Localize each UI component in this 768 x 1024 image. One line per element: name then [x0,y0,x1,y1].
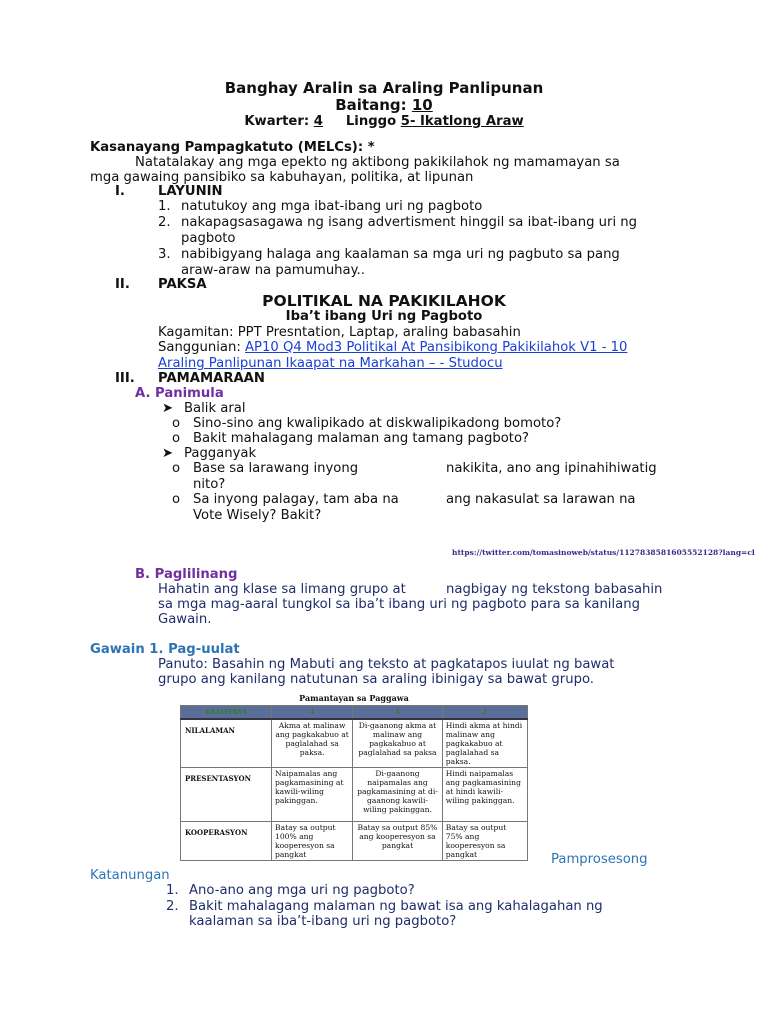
objective-2-num: 2. [158,215,171,230]
activity-title: Gawain 1. Pag-uulat [90,642,240,657]
rubric-table [180,705,528,861]
arrow-bullet-icon: ➤ [162,401,174,416]
section-numeral-3: III. [115,371,135,386]
objective-1-num: 1. [158,199,171,214]
page-title: Banghay Aralin sa Araling Panlipunan [224,79,544,97]
grade-line [0,96,768,115]
part-b-line-1b: nagbigay ng tekstong babasahin [446,582,663,597]
motivation-question-1b: nakikita, ano ang ipinahihiwatig [446,461,657,476]
question-2-line-2: kaalaman sa iba’t-ibang uri ng pagboto? [189,914,457,929]
motivation-label: Pagganyak [184,446,257,461]
rubric-header-score-4: 4 [272,706,353,720]
quarter-week-line [0,114,768,130]
objective-3-num: 3. [158,247,171,262]
quarter-value: 4 [313,114,323,129]
objective-3-line-2: araw-araw na pamumuhay.. [181,263,365,278]
rubric-cell: Di-gaanong akma at malinaw ang pagkakabuo at paglalahad sa paksa [353,719,443,768]
references-line-1 [158,340,627,356]
reference-link-continued[interactable]: Araling Panlipunan Ikaapat na Markahan – - Studocu [158,356,503,371]
part-b-line-3: Gawain. [158,612,212,627]
question-2-num: 2. [166,899,179,914]
part-b-line-2: sa mga mag-aaral tungkol sa iba’t ibang uri ng pagboto para sa kanilang [158,597,640,612]
question-1-num: 1. [166,883,179,898]
review-label: Balik aral [184,401,246,416]
rubric-cell: Batay sa output 75% ang kooperesyon sa pangkat [442,822,527,861]
table-row [181,719,528,768]
section-numeral-1: I. [115,184,125,199]
motivation-question-2c: Vote Wisely? Bakit? [193,508,322,523]
activity-instructions-1: Panuto: Basahin ng Mabuti ang teksto at pagkatapos iuulat ng bawat [158,657,615,672]
questions-label-right: Pamprosesong [551,852,648,867]
rubric-cell: Hindi naipamalas ang pagkamasining at hindi kawili-wiling pakinggan. [442,768,527,822]
part-b-line-1a: Hahatin ang klase sa limang grupo at [158,582,406,597]
circle-bullet-icon: o [172,461,181,476]
melcs-label: Kasanayang Pampagkatuto (MELCs): * [90,140,375,155]
circle-bullet-icon: o [172,431,181,446]
rubric-header-row [181,706,528,720]
rubric-caption: Pamantayan sa Paggawa [299,693,409,703]
melcs-line-2: mga gawaing pansibiko sa kabuhayan, politika, at lipunan [90,170,474,185]
procedure-heading: PAMAMARAAN [158,371,265,386]
table-row [181,768,528,822]
grade-value: 10 [411,96,433,114]
part-b-label: B. Paglilinang [135,567,238,582]
rubric-cell: Akma at malinaw ang pagkakabuo at paglalahad sa paksa. [272,719,353,768]
image-source-url[interactable]: https://twitter.com/tomasinoweb/status/1127838581605552128?lang=cl [452,548,755,557]
rubric-cell: Naipamalas ang pagkamasining at kawili-wiling pakinggan. [272,768,353,822]
rubric-cell: Batay sa output 100% ang kooperesyon sa pangkat [272,822,353,861]
review-question-2: Bakit mahalagang malaman ang tamang pagboto? [193,431,530,446]
objective-1: natutukoy ang mga ibat-ibang uri ng pagboto [181,199,483,214]
questions-label-left: Katanungan [90,868,170,883]
week-label: Linggo [345,114,397,129]
part-a-label: A. Panimula [135,386,224,401]
rubric-criterion: KOOPERASYON [181,822,272,861]
grade-label: Baitang: [335,96,407,114]
section-numeral-2: II. [115,277,130,292]
rubric-cell: Di-gaanong naipamalas ang pagkamasining at di-gaanong kawili-wiling pakinggan. [353,768,443,822]
materials: Kagamitan: PPT Presntation, Laptap, araling babasahin [158,325,521,340]
question-2-line-1: Bakit mahalagang malaman ng bawat isa ang kahalagahan ng [189,899,603,914]
motivation-question-1c: nito? [193,477,226,492]
question-1: Ano-ano ang mga uri ng pagboto? [189,883,415,898]
objective-3-line-1: nabibigyang halaga ang kaalaman sa mga uri ng pagbuto sa pang [181,247,620,262]
circle-bullet-icon: o [172,492,181,507]
circle-bullet-icon: o [172,416,181,431]
rubric-header-criteria: KRAYTERYA [181,706,272,720]
rubric-criterion: NILALAMAN [181,719,272,768]
activity-instructions-2: grupo ang kanilang natutunan sa araling ibinigay sa bawat grupo. [158,672,594,687]
subject-heading: PAKSA [158,277,207,292]
motivation-question-2a: Sa inyong palagay, tam aba na [193,492,399,507]
table-row [181,822,528,861]
topic-subtitle: Iba’t ibang Uri ng Pagboto [285,309,483,324]
objectives-heading: LAYUNIN [158,184,223,199]
reference-link[interactable]: AP10 Q4 Mod3 Politikal At Pansibikong Pakikilahok V1 - 10 [245,340,628,355]
rubric-header-score-3: 3 [353,706,443,720]
topic-title: POLITIKAL NA PAKIKILAHOK [262,292,506,310]
arrow-bullet-icon: ➤ [162,446,174,461]
review-question-1: Sino-sino ang kwalipikado at diskwalipikadong bomoto? [193,416,562,431]
motivation-question-1a: Base sa larawang inyong [193,461,359,476]
motivation-question-2b: ang nakasulat sa larawan na [446,492,636,507]
rubric-cell: Batay sa output 85% ang kooperesyon sa pangkat [353,822,443,861]
quarter-label: Kwarter: [244,114,310,129]
rubric-cell: Hindi akma at hindi malinaw ang pagkakabuo at paglalahad sa paksa. [442,719,527,768]
objective-2-line-1: nakapagsasagawa ng isang advertisment hinggil sa ibat-ibang uri ng [181,215,638,230]
week-value: 5- Ikatlong Araw [400,114,524,129]
melcs-line-1: Natatalakay ang mga epekto ng aktibong pakikilahok ng mamamayan sa [135,155,620,170]
rubric-criterion: PRESENTASYON [181,768,272,822]
references-label: Sanggunian: [158,340,241,355]
rubric-header-score-2: 2 [442,706,527,720]
objective-2-line-2: pagboto [181,231,236,246]
